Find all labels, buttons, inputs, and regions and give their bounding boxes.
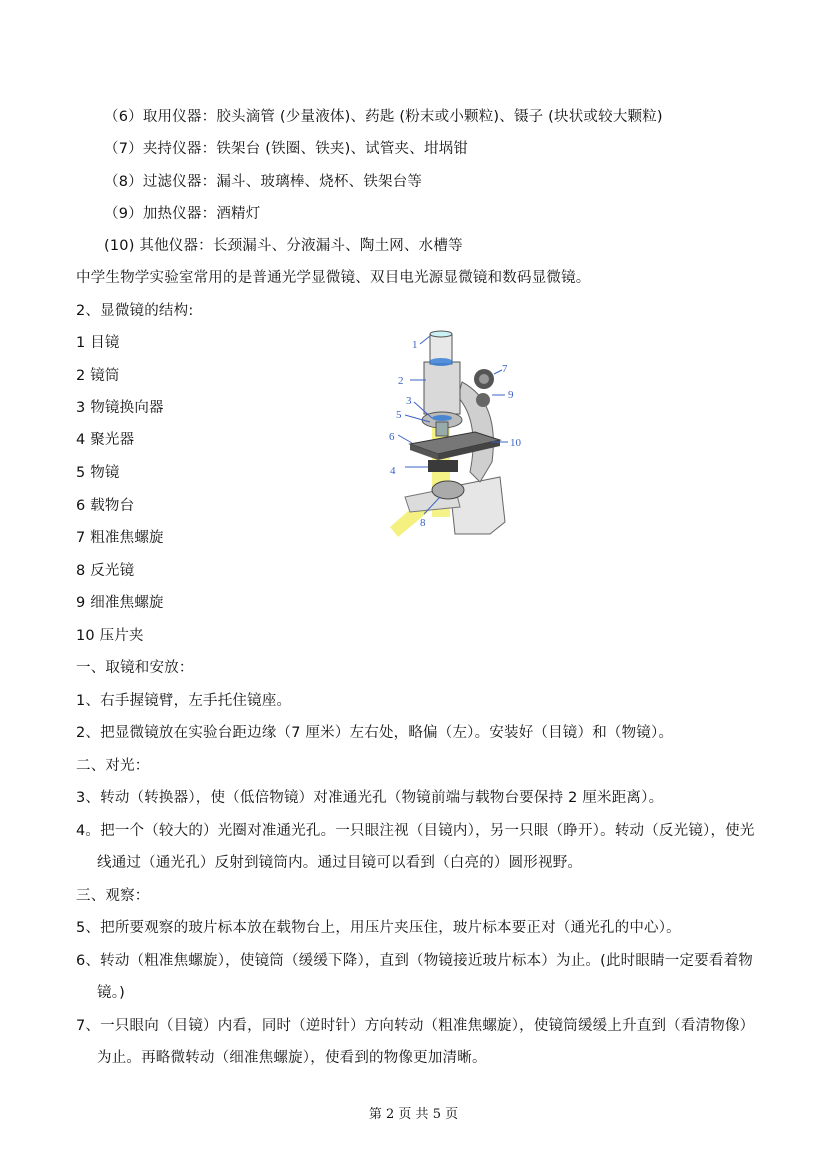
- section-heading: 2、显微镜的结构:: [76, 303, 194, 319]
- label-6: 6: [389, 431, 395, 443]
- label-8: 8: [420, 517, 426, 529]
- text-line: （7）夹持仪器：铁架台 (铁圈、铁夹)、试管夹、坩埚钳: [104, 141, 469, 157]
- text-line: 中学生物学实验室常用的是普通光学显微镜、双目电光源显微镜和数码显微镜。: [76, 270, 591, 286]
- part-item: 6 载物台: [76, 498, 135, 514]
- section-heading: 二、对光：: [76, 758, 150, 774]
- mirror: [432, 481, 464, 499]
- part-item: 5 物镜: [76, 465, 120, 481]
- section-heading: 一、取镜和安放：: [76, 660, 194, 676]
- text-line: 6、转动（粗准焦螺旋），使镜筒（缓缓下降），直到（物镜接近玻片标本）为止。(此时眼睛一定要看着物: [76, 953, 753, 969]
- text-line: 线通过（通光孔）反射到镜筒内。通过目镜可以看到（白亮的）圆形视野。: [97, 855, 583, 871]
- fine-knob: [476, 393, 490, 407]
- text-line: 镜。): [97, 985, 126, 1001]
- label-4: 4: [390, 465, 396, 477]
- text-line: 为止。再略微转动（细准焦螺旋），使看到的物像更加清晰。: [97, 1050, 487, 1066]
- text-line: （8）过滤仪器：漏斗、玻璃棒、烧杯、铁架台等: [104, 174, 423, 190]
- text-line: 3、转动（转换器），使（低倍物镜）对准通光孔（物镜前端与载物台要保持 2 厘米距离）。: [76, 790, 664, 806]
- label-10: 10: [510, 437, 521, 449]
- tube: [424, 362, 460, 414]
- text-line: 7、一只眼向（目镜）内看，同时（逆时针）方向转动（粗准焦螺旋），使镜筒缓缓上升直到（看清物像）: [76, 1018, 755, 1034]
- label-9: 9: [508, 389, 514, 401]
- text-line: （9）加热仪器：酒精灯: [104, 206, 261, 222]
- part-item: 4 聚光器: [76, 432, 135, 448]
- part-item: 2 镜筒: [76, 368, 120, 384]
- label-2: 2: [398, 375, 404, 387]
- text-line: 4。把一个（较大的）光圈对准通光孔。一只眼注视（目镜内），另一只眼（睁开）。转动（反光镜），使光: [76, 823, 755, 839]
- label-5: 5: [396, 409, 402, 421]
- text-line: 5、把所要观察的玻片标本放在载物台上，用压片夹压住，玻片标本要正对（通光孔的中心）。: [76, 920, 681, 936]
- microscope-figure: [380, 322, 530, 537]
- label-1: 1: [412, 339, 418, 351]
- label-7: 7: [502, 363, 508, 375]
- text-line: (10) 其他仪器：长颈漏斗、分液漏斗、陶土网、水槽等: [104, 238, 463, 254]
- text-line: （6）取用仪器：胶头滴管 (少量液体)、药匙 (粉末或小颗粒)、镊子 (块状或较大颗粒): [104, 109, 663, 125]
- part-item: 7 粗准焦螺旋: [76, 530, 164, 546]
- label-3: 3: [406, 395, 412, 407]
- text-line: 1、右手握镜臂，左手托住镜座。: [76, 693, 292, 709]
- part-item: 8 反光镜: [76, 563, 135, 579]
- part-item: 3 物镜换向器: [76, 400, 164, 416]
- condenser: [428, 460, 458, 472]
- part-item: 9 细准焦螺旋: [76, 595, 164, 611]
- part-item: 10 压片夹: [76, 628, 144, 644]
- part-item: 1 目镜: [76, 335, 120, 351]
- page-footer: 第 2 页 共 5 页: [368, 1107, 459, 1122]
- microscope-illustration: [380, 322, 530, 537]
- text-line: 2、把显微镜放在实验台距边缘（7 厘米）左右处，略偏（左）。安装好（目镜）和（物镜）。: [76, 725, 674, 741]
- section-heading: 三、观察：: [76, 888, 150, 904]
